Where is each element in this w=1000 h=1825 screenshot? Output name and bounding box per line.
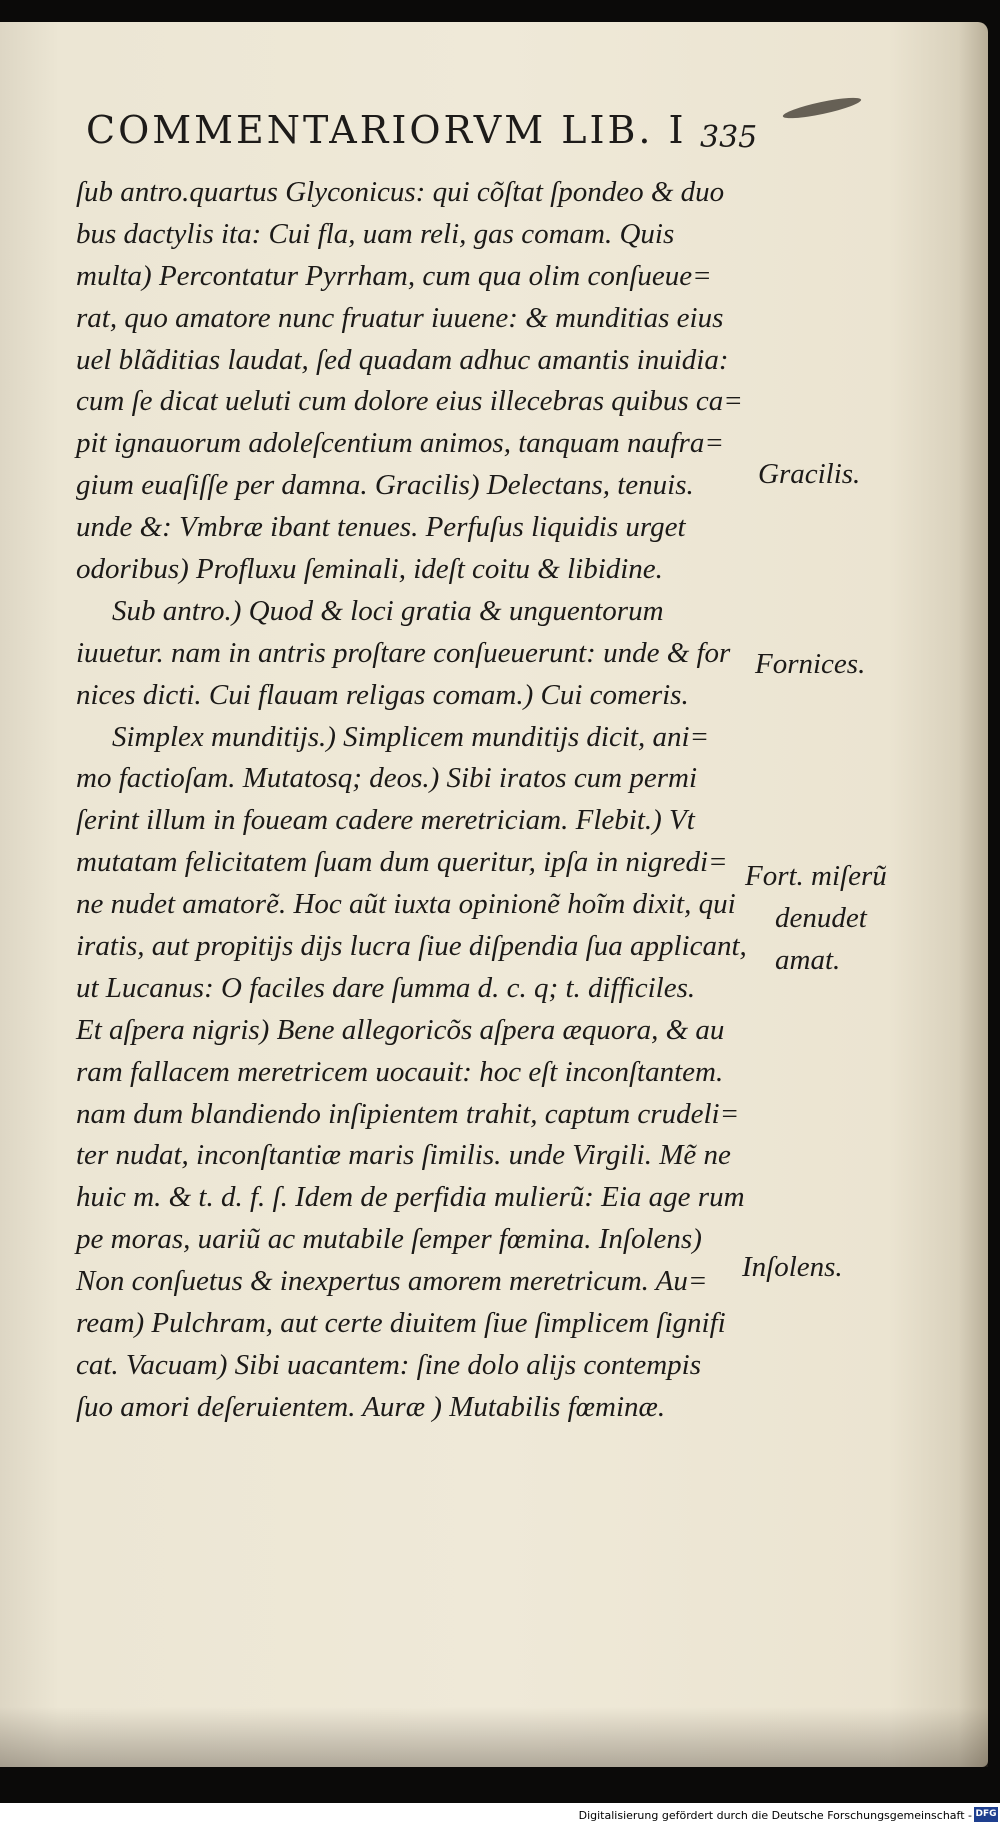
text-line: iuuetur. nam in antris proſtare conſueuerunt: unde & for (76, 636, 731, 669)
margin-note-amat: amat. (775, 944, 841, 976)
text-line: nam dum blandiendo inſipientem trahit, captum crudeli= (76, 1097, 740, 1130)
text-line: rat, quo amatore nunc fruatur iuuene: & munditias eius (76, 301, 724, 334)
margin-note-denudet: denudet (775, 902, 867, 934)
text-line: cum ſe dicat ueluti cum dolore eius illecebras quibus ca= (76, 385, 743, 418)
text-line: pit ignauorum adoleſcentium animos, tanquam naufra= (76, 427, 724, 460)
text-line: unde &: Vmbræ ibant tenues. Perfuſus liquidis urget (76, 511, 686, 544)
text-line: ſerint illum in foueam cadere meretriciam. Flebit.) Vt (76, 804, 695, 837)
text-line: ſub antro.quartus Glyconicus: qui cõſtat ſpondeo & duo (76, 176, 725, 208)
text-line: Non conſuetus & inexpertus amorem meretricum. Au= (76, 1265, 708, 1298)
text-line: iratis, aut propitijs dijs lucra ſiue diſpendia ſua applicant, (76, 930, 747, 963)
running-title: COMMENTARIORVM LIB. I (86, 108, 687, 152)
text-line: mo factioſam. Mutatosq; deos.) Sibi iratos cum permi (76, 762, 698, 795)
text-line: ream) Pulchram, aut certe diuitem ſiue ſimplicem ſignifi (76, 1307, 726, 1340)
text-line: huic m. & t. d. f. ſ. Idem de perfidia mulierũ: Eia age rum (76, 1181, 745, 1214)
margin-note-fort-miserum: Fort. miſerũ (745, 860, 887, 892)
text-line: gium euaſiſſe per damna. Gracilis) Delectans, tenuis. (76, 469, 694, 502)
ink-stain (782, 94, 863, 122)
margin-note-insolens: Inſolens. (742, 1251, 843, 1283)
text-line: ne nudet amatorẽ. Hoc aũt iuxta opinionẽ hoĩm dixit, qui (76, 888, 736, 921)
text-line: uel blãditias laudat, ſed quadam adhuc amantis inuidia: (76, 343, 729, 376)
digitization-footer (0, 1803, 1000, 1825)
commentary-text-block (76, 172, 756, 1429)
text-line: Et aſpera nigris) Bene allegoricõs aſpera æquora, & au (76, 1013, 725, 1046)
text-line: ſuo amori deſeruientem. Auræ ) Mutabilis fœminæ. (76, 1390, 666, 1423)
margin-note-fornices: Fornices. (755, 648, 866, 680)
text-line: nices dicti. Cui flauam religas comam.) Cui comeris. (76, 678, 689, 711)
text-line: Sub antro.) Quod & loci gratia & unguentorum (112, 594, 664, 627)
text-line: pe moras, uariũ ac mutabile ſemper fœmina. Inſolens) (76, 1223, 702, 1256)
margin-note-gracilis: Gracilis. (758, 458, 861, 490)
dfg-logo-icon: DFG (974, 1807, 998, 1822)
page-number: 335 (700, 120, 758, 155)
text-line: multa) Percontatur Pyrrham, cum qua olim conſueue= (76, 259, 712, 292)
text-line: ter nudat, inconſtantiæ maris ſimilis. unde Virgili. Mẽ ne (76, 1139, 731, 1172)
text-line: ram fallacem meretricem uocauit: hoc eſt inconſtantem. (76, 1055, 724, 1088)
text-line: bus dactylis ita: Cui fla, uam reli, gas comam. Quis (76, 217, 675, 250)
text-line: odoribus) Profluxu ſeminali, ideſt coitu & libidine. (76, 553, 663, 586)
text-line: cat. Vacuam) Sibi uacantem: ſine dolo alijs contempis (76, 1348, 702, 1381)
text-line: Simplex munditijs.) Simplicem munditijs dicit, ani= (112, 720, 710, 753)
funding-credit: Digitalisierung gefördert durch die Deutsche Forschungsgemeinschaft - (578, 1809, 972, 1822)
book-page (0, 22, 988, 1767)
text-line: ut Lucanus: O faciles dare ſumma d. c. q; t. difficiles. (76, 971, 696, 1004)
text-line: mutatam felicitatem ſuam dum queritur, ipſa in nigredi= (76, 846, 728, 879)
